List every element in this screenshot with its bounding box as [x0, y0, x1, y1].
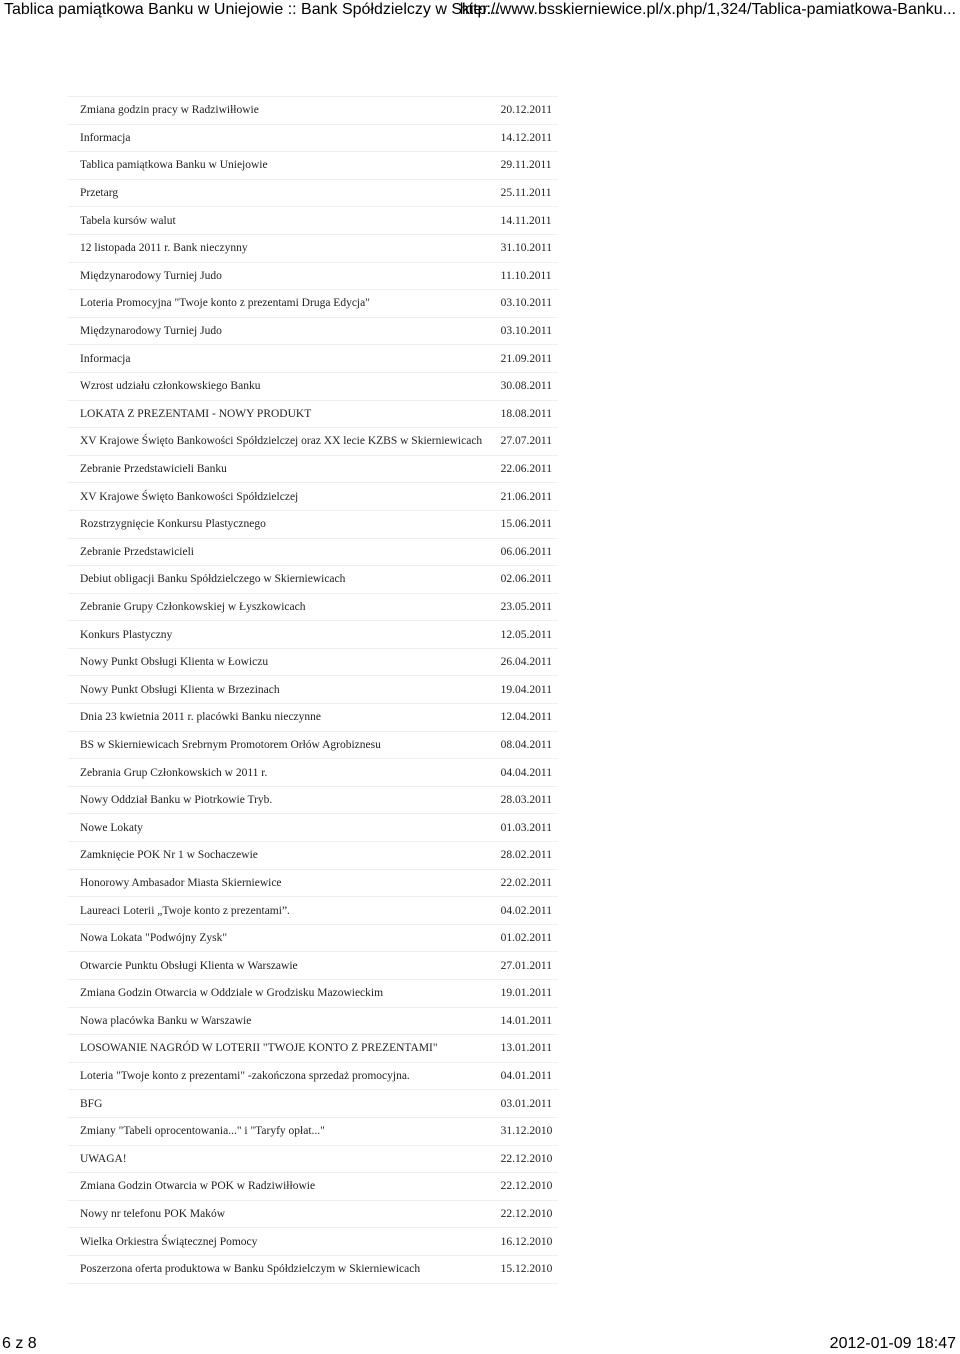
news-title-link[interactable]: Tabela kursów walut	[80, 214, 176, 227]
news-date: 08.04.2011	[493, 731, 558, 759]
news-date: 01.02.2011	[493, 924, 558, 952]
news-title-cell	[68, 1173, 493, 1201]
news-title-link[interactable]: Laureaci Loterii „Twoje konto z prezentami”.	[80, 904, 290, 917]
news-title-link[interactable]: Informacja	[80, 131, 131, 144]
news-title-link[interactable]: LOKATA Z PREZENTAMI - NOWY PRODUKT	[80, 407, 312, 420]
news-row	[68, 1228, 558, 1256]
news-title-link[interactable]: XV Krajowe Święto Bankowości Spółdzielczej	[80, 490, 299, 503]
news-date: 15.06.2011	[493, 510, 558, 538]
news-title-cell	[68, 372, 493, 400]
news-date: 22.12.2010	[493, 1173, 558, 1201]
news-row	[68, 566, 558, 594]
news-title-cell	[68, 510, 493, 538]
news-date: 04.01.2011	[493, 1062, 558, 1090]
news-date: 02.06.2011	[493, 566, 558, 594]
news-date: 13.01.2011	[493, 1035, 558, 1063]
news-title-cell	[68, 1228, 493, 1256]
news-date: 04.04.2011	[493, 759, 558, 787]
news-title-link[interactable]: Informacja	[80, 352, 131, 365]
news-row	[68, 1173, 558, 1201]
news-title-cell	[68, 731, 493, 759]
page-title: Tablica pamiątkowa Banku w Uniejowie :: Bank Spółdzielczy w Skier...	[4, 1, 501, 18]
news-row	[68, 1035, 558, 1063]
news-row	[68, 428, 558, 456]
news-title-cell	[68, 759, 493, 787]
news-title-link[interactable]: BFG	[80, 1097, 103, 1110]
news-title-cell	[68, 1035, 493, 1063]
news-title-link[interactable]: Poszerzona oferta produktowa w Banku Spółdzielczym w Skierniewicach	[80, 1263, 421, 1276]
news-list	[68, 96, 558, 1284]
news-date: 25.11.2011	[493, 179, 558, 207]
news-row	[68, 897, 558, 925]
news-date: 14.11.2011	[493, 207, 558, 235]
news-title-link[interactable]: Zmiany "Tabeli oprocentowania..." i "Taryfy opłat..."	[80, 1125, 325, 1138]
news-title-link[interactable]: Międzynarodowy Turniej Judo	[80, 269, 222, 282]
news-title-link[interactable]: Zebranie Przedstawicieli	[80, 545, 194, 558]
news-title-cell	[68, 924, 493, 952]
news-title-link[interactable]: Nowy Oddział Banku w Piotrkowie Tryb.	[80, 794, 273, 807]
news-title-cell	[68, 897, 493, 925]
news-date: 28.02.2011	[493, 842, 558, 870]
news-title-cell	[68, 980, 493, 1008]
news-date: 01.03.2011	[493, 814, 558, 842]
news-row	[68, 400, 558, 428]
news-date: 04.02.2011	[493, 897, 558, 925]
news-date: 12.05.2011	[493, 621, 558, 649]
news-title-cell	[68, 952, 493, 980]
news-date: 21.09.2011	[493, 345, 558, 373]
news-date: 29.11.2011	[493, 152, 558, 180]
news-title-cell	[68, 621, 493, 649]
news-date: 16.12.2010	[493, 1228, 558, 1256]
news-row	[68, 1200, 558, 1228]
news-row	[68, 1145, 558, 1173]
print-timestamp: 2012-01-09 18:47	[829, 1335, 956, 1352]
news-list-body	[68, 97, 558, 1284]
news-title-cell	[68, 593, 493, 621]
news-row	[68, 262, 558, 290]
news-row	[68, 814, 558, 842]
news-row	[68, 842, 558, 870]
news-date: 22.02.2011	[493, 869, 558, 897]
news-title-cell	[68, 1117, 493, 1145]
news-title-cell	[68, 262, 493, 290]
news-title-link[interactable]: Zamknięcie POK Nr 1 w Sochaczewie	[80, 849, 258, 862]
news-row	[68, 510, 558, 538]
news-row	[68, 1007, 558, 1035]
news-title-link[interactable]: Loteria "Twoje konto z prezentami" -zakończona sprzedaż promocyjna.	[80, 1070, 410, 1083]
news-date: 06.06.2011	[493, 538, 558, 566]
news-title-link[interactable]: Debiut obligacji Banku Spółdzielczego w Skierniewicach	[80, 573, 346, 586]
news-row	[68, 455, 558, 483]
news-row	[68, 1090, 558, 1118]
news-title-link[interactable]: Międzynarodowy Turniej Judo	[80, 325, 222, 338]
news-date: 19.01.2011	[493, 980, 558, 1008]
news-row	[68, 345, 558, 373]
news-title-link[interactable]: Zebranie Grupy Członkowskiej w Łyszkowicach	[80, 600, 306, 613]
print-header	[0, 0, 960, 26]
news-title-link[interactable]: Nowy Punkt Obsługi Klienta w Brzezinach	[80, 683, 280, 696]
news-title-cell	[68, 704, 493, 732]
news-row	[68, 704, 558, 732]
news-title-cell	[68, 869, 493, 897]
news-row	[68, 869, 558, 897]
news-title-link[interactable]: Nowa placówka Banku w Warszawie	[80, 1014, 252, 1027]
news-date: 20.12.2011	[493, 97, 558, 125]
news-title-link[interactable]: Honorowy Ambasador Miasta Skierniewice	[80, 876, 282, 889]
news-date: 03.10.2011	[493, 290, 558, 318]
news-date: 12.04.2011	[493, 704, 558, 732]
news-title-link[interactable]: LOSOWANIE NAGRÓD W LOTERII "TWOJE KONTO Z PREZENTAMI"	[80, 1042, 438, 1055]
news-row	[68, 234, 558, 262]
news-date: 27.07.2011	[493, 428, 558, 456]
news-row	[68, 97, 558, 125]
news-title-link[interactable]: UWAGA!	[80, 1152, 127, 1165]
news-title-link[interactable]: Zmiana Godzin Otwarcia w Oddziale w Grodzisku Mazowieckim	[80, 987, 384, 1000]
news-title-cell	[68, 1145, 493, 1173]
news-row	[68, 676, 558, 704]
news-date: 22.06.2011	[493, 455, 558, 483]
news-date: 28.03.2011	[493, 786, 558, 814]
news-title-link[interactable]: Konkurs Plastyczny	[80, 628, 173, 641]
news-title-cell	[68, 786, 493, 814]
news-title-cell	[68, 234, 493, 262]
news-title-link[interactable]: Nowe Lokaty	[80, 821, 143, 834]
news-title-cell	[68, 124, 493, 152]
news-title-link[interactable]: Nowa Lokata "Podwójny Zysk"	[80, 932, 228, 945]
news-title-cell	[68, 428, 493, 456]
news-title-link[interactable]: Loteria Promocyjna "Twoje konto z prezentami Druga Edycja"	[80, 297, 370, 310]
news-row	[68, 1117, 558, 1145]
news-title-link[interactable]: 12 listopada 2011 r. Bank nieczynny	[80, 242, 248, 255]
news-date: 14.12.2011	[493, 124, 558, 152]
news-title-cell	[68, 345, 493, 373]
news-title-link[interactable]: Dnia 23 kwietnia 2011 r. placówki Banku nieczynne	[80, 711, 322, 724]
news-title-link[interactable]: Zebrania Grup Członkowskich w 2011 r.	[80, 766, 268, 779]
news-row	[68, 207, 558, 235]
news-row	[68, 1062, 558, 1090]
news-date: 18.08.2011	[493, 400, 558, 428]
news-row	[68, 759, 558, 787]
news-date: 22.12.2010	[493, 1145, 558, 1173]
news-date: 22.12.2010	[493, 1200, 558, 1228]
news-title-cell	[68, 1255, 493, 1283]
news-title-link[interactable]: Nowy Punkt Obsługi Klienta w Łowiczu	[80, 656, 269, 669]
news-row	[68, 593, 558, 621]
news-date: 03.01.2011	[493, 1090, 558, 1118]
news-title-link[interactable]: XV Krajowe Święto Bankowości Spółdzielczej oraz XX lecie KZBS w Skierniewicach	[80, 435, 483, 448]
news-title-cell	[68, 179, 493, 207]
news-title-cell	[68, 1090, 493, 1118]
news-title-cell	[68, 814, 493, 842]
news-title-cell	[68, 842, 493, 870]
news-title-cell	[68, 400, 493, 428]
news-row	[68, 980, 558, 1008]
news-title-cell	[68, 1007, 493, 1035]
page-url: http://www.bsskierniewice.pl/x.php/1,324/Tablica-pamiatkowa-Banku...	[459, 1, 956, 18]
news-row	[68, 152, 558, 180]
news-title-link[interactable]: Rozstrzygnięcie Konkursu Plastycznego	[80, 518, 266, 531]
news-row	[68, 731, 558, 759]
page-number: 6 z 8	[2, 1335, 37, 1352]
news-row	[68, 290, 558, 318]
news-title-cell	[68, 317, 493, 345]
news-row	[68, 317, 558, 345]
news-title-cell	[68, 207, 493, 235]
news-title-link[interactable]: Zmiana godzin pracy w Radziwiłłowie	[80, 104, 259, 117]
news-date: 30.08.2011	[493, 372, 558, 400]
news-title-cell	[68, 290, 493, 318]
news-row	[68, 1255, 558, 1283]
news-title-link[interactable]: Wzrost udziału członkowskiego Banku	[80, 380, 261, 393]
news-date: 14.01.2011	[493, 1007, 558, 1035]
news-date: 26.04.2011	[493, 648, 558, 676]
news-title-link[interactable]: Otwarcie Punktu Obsługi Klienta w Warszawie	[80, 959, 298, 972]
news-title-link[interactable]: Zmiana Godzin Otwarcia w POK w Radziwiłłowie	[80, 1180, 316, 1193]
news-title-cell	[68, 455, 493, 483]
news-title-link[interactable]: Nowy nr telefonu POK Maków	[80, 1208, 226, 1221]
news-title-link[interactable]: Tablica pamiątkowa Banku w Uniejowie	[80, 159, 268, 172]
news-date: 31.10.2011	[493, 234, 558, 262]
news-title-cell	[68, 97, 493, 125]
news-title-cell	[68, 1200, 493, 1228]
news-date: 21.06.2011	[493, 483, 558, 511]
news-row	[68, 621, 558, 649]
print-footer	[0, 1334, 960, 1354]
news-row	[68, 648, 558, 676]
news-title-link[interactable]: Zebranie Przedstawicieli Banku	[80, 463, 227, 476]
news-title-cell	[68, 676, 493, 704]
news-row	[68, 372, 558, 400]
news-title-cell	[68, 538, 493, 566]
news-date: 19.04.2011	[493, 676, 558, 704]
news-title-link[interactable]: Wielka Orkiestra Świątecznej Pomocy	[80, 1235, 258, 1248]
news-title-cell	[68, 483, 493, 511]
news-title-link[interactable]: Przetarg	[80, 187, 119, 200]
news-row	[68, 924, 558, 952]
news-title-cell	[68, 566, 493, 594]
news-date: 11.10.2011	[493, 262, 558, 290]
news-date: 27.01.2011	[493, 952, 558, 980]
news-row	[68, 124, 558, 152]
news-row	[68, 179, 558, 207]
news-title-cell	[68, 1062, 493, 1090]
news-row	[68, 538, 558, 566]
news-date: 15.12.2010	[493, 1255, 558, 1283]
news-date: 31.12.2010	[493, 1117, 558, 1145]
news-title-cell	[68, 152, 493, 180]
news-row	[68, 483, 558, 511]
news-row	[68, 786, 558, 814]
news-date: 23.05.2011	[493, 593, 558, 621]
news-title-link[interactable]: BS w Skierniewicach Srebrnym Promotorem Orłów Agrobiznesu	[80, 738, 381, 751]
news-date: 03.10.2011	[493, 317, 558, 345]
news-row	[68, 952, 558, 980]
news-title-cell	[68, 648, 493, 676]
